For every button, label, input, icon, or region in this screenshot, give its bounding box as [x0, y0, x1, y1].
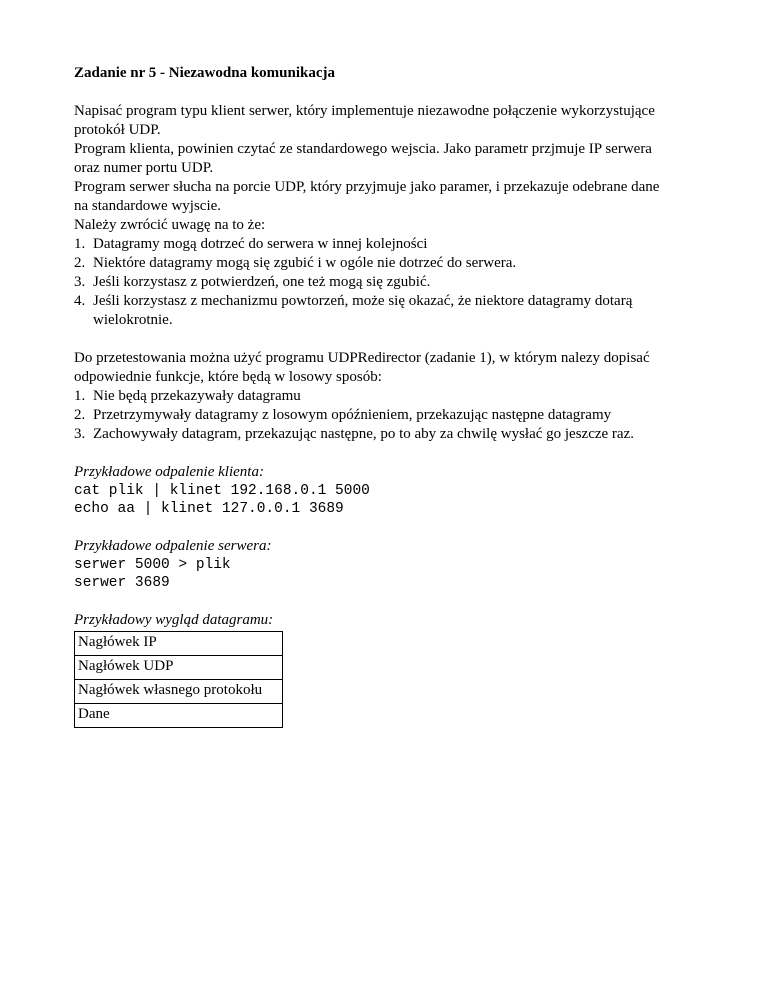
datagram-heading: Przykładowy wygląd datagramu: [74, 612, 274, 628]
list-item-text: Niektóre datagramy mogą się zgubić i w ogóle nie dotrzeć do serwera. [93, 255, 517, 271]
intro-line: na standardowe wyjscie. [74, 198, 222, 214]
table-cell: Dane [75, 704, 283, 728]
list-item [74, 387, 714, 406]
table-cell: Nagłówek UDP [75, 656, 283, 680]
intro-line: Należy zwrócić uwagę na to że: [74, 217, 266, 233]
server-example [74, 537, 714, 592]
list-item [74, 273, 714, 292]
datagram-example [74, 611, 714, 728]
list-item-text: Jeśli korzystasz z mechanizmu powtorzeń, może się okazać, że niektore datagramy dotarą wielokrotnie. [93, 293, 633, 328]
table-row [75, 680, 283, 704]
testing-line: Do przetestowania można użyć programu UDPRedirector (zadanie 1), w którym nalezy dopisać [74, 350, 650, 366]
server-command: serwer 5000 > plik [74, 557, 231, 573]
testing-line: odpowiednie funkcje, które będą w losowy sposób: [74, 369, 382, 385]
datagram-table [74, 631, 283, 728]
document-title: Zadanie nr 5 - Niezawodna komunikacja [74, 65, 336, 81]
table-row [75, 704, 283, 728]
list-item-number: 3. [74, 426, 86, 442]
list-item-number: 2. [74, 407, 86, 423]
client-example-heading: Przykładowe odpalenie klienta: [74, 464, 264, 480]
intro-line: Napisać program typu klient serwer, który implementuje niezawodne połączenie wykorzystujące [74, 103, 655, 119]
list-item-text: Zachowywały datagram, przekazując następne, po to aby za chwilę wysłać go jeszcze raz. [93, 426, 634, 442]
intro-section [74, 102, 714, 330]
list-item-text: Nie będą przekazywały datagramu [93, 388, 301, 404]
table-cell: Nagłówek IP [75, 632, 283, 656]
list-item [74, 254, 714, 273]
list-item-number: 2. [74, 255, 86, 271]
list-item [74, 235, 714, 254]
list-item-number: 4. [74, 293, 86, 309]
list-item [74, 406, 714, 425]
testing-section [74, 349, 714, 444]
list-item-text: Przetrzymywały datagramy z losowym opóźnieniem, przekazując następne datagramy [93, 407, 612, 423]
intro-line: Program klienta, powinien czytać ze standardowego wejscia. Jako parametr przjmuje IP serwera [74, 141, 652, 157]
intro-line: protokół UDP. [74, 122, 161, 138]
list-item-text: Jeśli korzystasz z potwierdzeń, one też mogą się zgubić. [93, 274, 431, 290]
client-command: echo aa | klinet 127.0.0.1 3689 [74, 501, 344, 517]
server-command: serwer 3689 [74, 575, 170, 591]
client-example [74, 463, 714, 518]
list-item-number: 1. [74, 236, 86, 252]
client-command: cat plik | klinet 192.168.0.1 5000 [74, 483, 370, 499]
intro-line: Program serwer słucha na porcie UDP, który przyjmuje jako paramer, i przekazuje odebrane dane [74, 179, 660, 195]
server-example-heading: Przykładowe odpalenie serwera: [74, 538, 272, 554]
list-item-text: Datagramy mogą dotrzeć do serwera w innej kolejności [93, 236, 428, 252]
list-item-number: 3. [74, 274, 86, 290]
list-item [74, 425, 714, 444]
issues-list [74, 235, 714, 330]
intro-line: oraz numer portu UDP. [74, 160, 214, 176]
table-row [75, 632, 283, 656]
table-cell: Nagłówek własnego protokołu [75, 680, 283, 704]
test-steps-list [74, 387, 714, 444]
list-item-number: 1. [74, 388, 86, 404]
list-item [74, 292, 683, 330]
document-page [74, 64, 714, 728]
table-row [75, 656, 283, 680]
